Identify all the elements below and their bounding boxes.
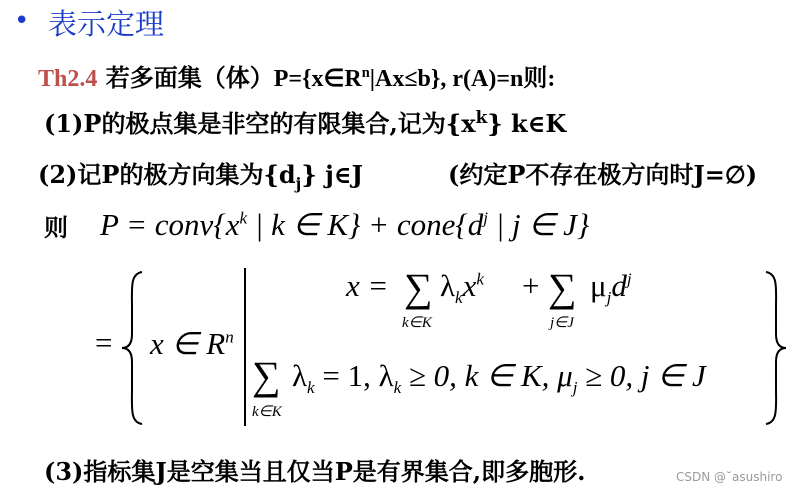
cond-x-equals: x =	[346, 268, 389, 303]
item-1: (1)P的极点集是非空的有限集合,记为$\{x^k\}$ k∈K	[44, 107, 567, 138]
formula-line-1: $P = conv\{x^k$ | k ∈ $K\} + cone\{d^j$ | j ∈ J}	[100, 207, 590, 242]
theorem-label: Th2.4	[38, 66, 98, 92]
right-brace	[760, 268, 790, 428]
lambda-x-term: $\lambda_kx^k$	[440, 268, 484, 308]
left-brace	[118, 268, 148, 428]
theorem-line	[38, 58, 555, 93]
bottom-sum-index: k∈K	[252, 404, 282, 420]
item-2: (2)记P的极方向集为$\{d_j\}$ j∈J	[38, 160, 363, 193]
bottom-condition: $\lambda_k = 1$, $\lambda_k \ge 0$, k ∈ K, $\mu_j \ge 0$, j ∈ J	[292, 358, 706, 398]
mu-d-term: $\mu_jd^j$	[590, 268, 632, 308]
bottom-sum: ∑	[252, 353, 281, 398]
sum-j-index: j∈J	[550, 315, 574, 331]
watermark: CSDN @˘asushiro	[676, 470, 783, 484]
sum-k: ∑	[404, 265, 433, 310]
theorem-statement: 若多面集（体）	[97, 63, 274, 92]
set-variable: x ∈ $R^n$	[150, 326, 234, 361]
bullet-icon: •	[14, 6, 30, 36]
then-label: 则	[44, 213, 68, 242]
set-definition: $P=\{x\in R^n|Ax\le b\}$, r(A)=n则:	[273, 65, 556, 92]
sum-k-index: k∈K	[402, 315, 432, 331]
sum-j: ∑	[548, 265, 577, 310]
section-title: 表示定理	[48, 7, 165, 41]
plus-sign: +	[522, 268, 540, 303]
such-that-bar	[244, 268, 246, 426]
item-2-note: (约定P不存在极方向时J=∅)	[448, 160, 758, 189]
equals-sign: =	[95, 325, 113, 360]
item-3: (3)指标集J是空集当且仅当P是有界集合,即多胞形.	[44, 457, 586, 486]
